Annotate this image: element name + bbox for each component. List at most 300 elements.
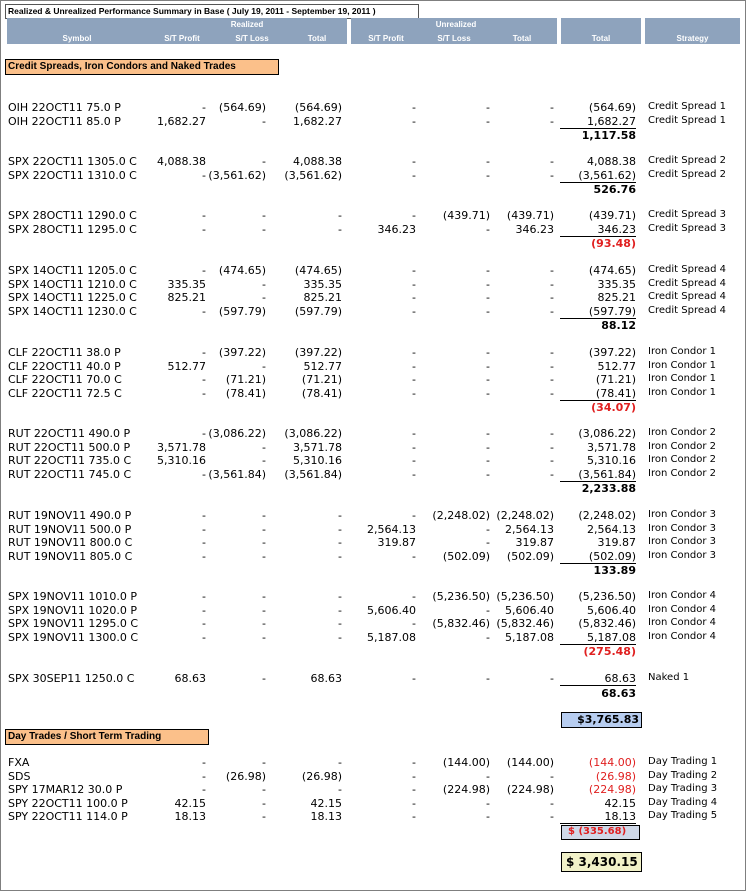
cell-rl: (3,561.62) <box>208 168 266 182</box>
cell-up: - <box>412 427 416 440</box>
cell-rl: - <box>262 209 266 222</box>
grand-total-header <box>561 18 641 44</box>
cell-rt: 512.77 <box>303 359 342 373</box>
cell-ut: - <box>550 386 554 400</box>
cell-rl: - <box>262 756 266 769</box>
group-subtotal: (275.48) <box>583 645 636 659</box>
cell-ut: 346.23 <box>515 222 554 236</box>
cell-rp: - <box>202 590 206 603</box>
cell-ul: - <box>486 222 490 236</box>
cell-rl: - <box>262 454 266 468</box>
group-subtotal: 2,233.88 <box>581 482 636 496</box>
cell-total: 5,606.40 <box>587 603 636 617</box>
cell-rp: - <box>202 264 206 277</box>
cell-ul: - <box>486 440 490 454</box>
cell-ul: - <box>486 796 490 810</box>
cell-ut: - <box>550 264 554 277</box>
cell-up: 346.23 <box>377 222 416 236</box>
cell-rp: - <box>202 536 206 550</box>
cell-rl: - <box>262 549 266 563</box>
cell-symbol: SPX 28OCT11 1295.0 C <box>8 222 137 236</box>
cell-rt: - <box>338 222 342 236</box>
cell-total: 68.63 <box>560 672 636 686</box>
cell-rp: - <box>202 769 206 783</box>
cell-total: 319.87 <box>597 536 636 550</box>
cell-rp: 335.35 <box>167 277 206 291</box>
cell-up: - <box>412 769 416 783</box>
cell-rp: - <box>202 346 206 359</box>
cell-strategy: Iron Condor 3 <box>648 522 717 534</box>
cell-up: 5,187.08 <box>367 630 416 644</box>
cell-up: - <box>412 304 416 318</box>
cell-up: - <box>412 440 416 454</box>
cell-up: - <box>412 114 416 128</box>
cell-up: - <box>412 467 416 481</box>
section-header: Day Trades / Short Term Trading <box>5 729 209 745</box>
cell-strategy: Credit Spread 2 <box>648 168 727 180</box>
cell-rl: - <box>262 440 266 454</box>
cell-up: - <box>412 796 416 810</box>
cell-ul: - <box>486 155 490 168</box>
cell-symbol: CLF 22OCT11 70.0 C <box>8 373 122 387</box>
cell-symbol: SDS <box>8 769 31 783</box>
cell-rt: 68.63 <box>310 672 342 685</box>
cell-ul: - <box>486 386 490 400</box>
cell-rl: - <box>262 617 266 631</box>
cell-ul: (224.98) <box>442 783 490 797</box>
cell-rt: 335.35 <box>303 277 342 291</box>
cell-total: (78.41) <box>560 387 636 401</box>
cell-ul: (5,236.50) <box>432 590 490 603</box>
cell-total: (3,086.22) <box>578 427 636 440</box>
cell-rp: 3,571.78 <box>157 440 206 454</box>
cell-rl: - <box>262 810 266 824</box>
subtotal-box <box>561 825 640 840</box>
cell-symbol: FXA <box>8 756 30 769</box>
cell-total: (5,236.50) <box>578 590 636 603</box>
subtotal-value: $ (335.68) <box>568 826 627 837</box>
cell-up: - <box>412 264 416 277</box>
cell-up: - <box>412 454 416 468</box>
cell-up: 2,564.13 <box>367 522 416 536</box>
cell-ul: - <box>486 114 490 128</box>
cell-symbol: CLF 22OCT11 40.0 P <box>8 359 121 373</box>
cell-rl: - <box>262 522 266 536</box>
cell-symbol: RUT 22OCT11 735.0 C <box>8 454 132 468</box>
cell-ul: - <box>486 454 490 468</box>
cell-rt: 3,571.78 <box>293 440 342 454</box>
cell-rl: - <box>262 222 266 236</box>
cell-symbol: SPX 28OCT11 1290.0 C <box>8 209 137 222</box>
group-subtotal: 68.63 <box>601 686 636 700</box>
cell-ul: (144.00) <box>442 756 490 769</box>
cell-rp: - <box>202 522 206 536</box>
cell-ul: - <box>486 291 490 305</box>
cell-ul: - <box>486 277 490 291</box>
cell-total: (144.00) <box>588 756 636 769</box>
cell-rp: - <box>202 373 206 387</box>
cell-strategy: Iron Condor 3 <box>648 509 717 520</box>
group-subtotal: (93.48) <box>591 237 636 251</box>
cell-rp: - <box>202 756 206 769</box>
report-title: Realized & Unrealized Performance Summary in Base ( July 19, 2011 - September 19, 2011 ) <box>5 4 419 19</box>
cell-symbol: SPX 14OCT11 1230.0 C <box>8 304 137 318</box>
cell-up: - <box>412 373 416 387</box>
cell-ut: - <box>550 427 554 440</box>
cell-rt: (3,561.84) <box>284 467 342 481</box>
cell-ul: - <box>486 522 490 536</box>
cell-total: 4,088.38 <box>587 155 636 168</box>
cell-ut: - <box>550 277 554 291</box>
cell-up: - <box>412 346 416 359</box>
cell-ul: - <box>486 304 490 318</box>
cell-rt: (564.69) <box>294 101 342 114</box>
cell-total: 3,571.78 <box>587 440 636 454</box>
cell-rp: - <box>202 783 206 797</box>
cell-ul: - <box>486 359 490 373</box>
grand-total-box: $ 3,430.15 <box>561 852 642 872</box>
cell-strategy: Iron Condor 4 <box>648 630 717 642</box>
cell-total: 5,187.08 <box>560 631 636 645</box>
cell-symbol: RUT 19NOV11 805.0 C <box>8 549 133 563</box>
cell-symbol: RUT 19NOV11 490.0 P <box>8 509 132 522</box>
cell-ut: 319.87 <box>515 536 554 550</box>
cell-symbol: CLF 22OCT11 38.0 P <box>8 346 121 359</box>
cell-rt: 4,088.38 <box>293 155 342 168</box>
cell-ul: - <box>486 810 490 824</box>
cell-rt: - <box>338 209 342 222</box>
cell-total: (474.65) <box>588 264 636 277</box>
cell-rt: - <box>338 509 342 522</box>
cell-symbol: RUT 22OCT11 745.0 C <box>8 467 132 481</box>
cell-strategy: Iron Condor 3 <box>648 536 717 548</box>
group-subtotal: 526.76 <box>593 183 636 197</box>
cell-strategy: Day Trading 5 <box>648 810 718 822</box>
cell-rp: 825.21 <box>167 291 206 305</box>
cell-ut: (5,236.50) <box>496 590 554 603</box>
cell-up: - <box>412 783 416 797</box>
cell-strategy: Iron Condor 2 <box>648 467 717 479</box>
cell-rp: - <box>202 101 206 114</box>
cell-up: - <box>412 155 416 168</box>
cell-symbol: SPX 22OCT11 1305.0 C <box>8 155 137 168</box>
cell-total: (397.22) <box>588 346 636 359</box>
cell-rt: - <box>338 783 342 797</box>
cell-total: (224.98) <box>588 783 636 797</box>
cell-rp: - <box>202 168 206 182</box>
cell-rp: 68.63 <box>174 672 206 685</box>
cell-rt: (397.22) <box>294 346 342 359</box>
cell-ut: (224.98) <box>506 783 554 797</box>
cell-strategy: Iron Condor 2 <box>648 454 717 466</box>
cell-symbol: SPX 19NOV11 1010.0 P <box>8 590 137 603</box>
cell-up: - <box>412 672 416 685</box>
cell-symbol: RUT 22OCT11 490.0 P <box>8 427 131 440</box>
cell-rp: 4,088.38 <box>157 155 206 168</box>
cell-symbol: CLF 22OCT11 72.5 C <box>8 386 122 400</box>
cell-total: (3,561.84) <box>560 468 636 482</box>
cell-ul: - <box>486 536 490 550</box>
cell-ut: 2,564.13 <box>505 522 554 536</box>
cell-strategy: Credit Spread 3 <box>648 222 727 234</box>
cell-rt: - <box>338 549 342 563</box>
section-total-box: $3,765.83 <box>561 712 642 728</box>
section-header: Credit Spreads, Iron Condors and Naked Trades <box>5 59 279 75</box>
cell-rt: 42.15 <box>310 796 342 810</box>
cell-rp: 18.13 <box>174 810 206 824</box>
cell-symbol: RUT 19NOV11 800.0 C <box>8 536 133 550</box>
cell-ul: - <box>486 427 490 440</box>
cell-rp: - <box>202 304 206 318</box>
cell-rl: (397.22) <box>218 346 266 359</box>
cell-rt: - <box>338 756 342 769</box>
cell-rp: - <box>202 617 206 631</box>
group-subtotal: 1,117.58 <box>581 129 636 143</box>
cell-total: (597.79) <box>560 305 636 319</box>
cell-rt: (71.21) <box>301 373 342 387</box>
cell-rt: (26.98) <box>301 769 342 783</box>
cell-strategy: Day Trading 4 <box>648 796 718 808</box>
cell-strategy: Iron Condor 4 <box>648 603 717 615</box>
cell-total: (3,561.62) <box>560 169 636 183</box>
cell-rl: - <box>262 155 266 168</box>
cell-ul: - <box>486 264 490 277</box>
cell-symbol: SPY 22OCT11 114.0 P <box>8 810 128 824</box>
cell-rt: - <box>338 590 342 603</box>
cell-rt: - <box>338 603 342 617</box>
cell-symbol: SPX 30SEP11 1250.0 C <box>8 672 135 685</box>
cell-rl: - <box>262 277 266 291</box>
cell-symbol: SPX 14OCT11 1210.0 C <box>8 277 137 291</box>
cell-ut: - <box>550 467 554 481</box>
cell-up: - <box>412 810 416 824</box>
cell-rp: - <box>202 603 206 617</box>
cell-strategy: Day Trading 1 <box>648 756 718 767</box>
cell-up: - <box>412 359 416 373</box>
cell-rl: - <box>262 536 266 550</box>
cell-strategy: Iron Condor 1 <box>648 346 717 357</box>
cell-up: - <box>412 277 416 291</box>
cell-strategy: Credit Spread 1 <box>648 101 727 112</box>
cell-total: 2,564.13 <box>587 522 636 536</box>
cell-strategy: Iron Condor 2 <box>648 427 717 438</box>
cell-ut: (2,248.02) <box>496 509 554 522</box>
cell-rl: - <box>262 630 266 644</box>
cell-rl: - <box>262 796 266 810</box>
cell-strategy: Iron Condor 1 <box>648 373 717 385</box>
cell-ut: - <box>550 810 554 824</box>
cell-up: - <box>412 168 416 182</box>
cell-ut: (502.09) <box>506 549 554 563</box>
cell-ul: (5,832.46) <box>432 617 490 631</box>
cell-ut: (439.71) <box>506 209 554 222</box>
cell-rp: - <box>202 467 206 481</box>
cell-ul: - <box>486 603 490 617</box>
cell-symbol: SPY 22OCT11 100.0 P <box>8 796 128 810</box>
cell-strategy: Credit Spread 4 <box>648 291 727 303</box>
cell-total: (2,248.02) <box>578 509 636 522</box>
cell-total: 1,682.27 <box>560 115 636 129</box>
cell-rl: - <box>262 603 266 617</box>
realized-profit-header: S/T Profit <box>164 34 200 43</box>
cell-symbol: SPX 19NOV11 1300.0 C <box>8 630 139 644</box>
cell-total: (502.09) <box>560 550 636 564</box>
cell-up: - <box>412 549 416 563</box>
cell-total: (71.21) <box>595 373 636 387</box>
cell-rl: (597.79) <box>218 304 266 318</box>
cell-symbol: RUT 22OCT11 500.0 P <box>8 440 131 454</box>
cell-total: (5,832.46) <box>578 617 636 631</box>
cell-rp: 512.77 <box>167 359 206 373</box>
cell-rl: - <box>262 509 266 522</box>
cell-strategy: Credit Spread 4 <box>648 264 727 275</box>
cell-rp: - <box>202 222 206 236</box>
cell-rl: - <box>262 291 266 305</box>
cell-ul: (2,248.02) <box>432 509 490 522</box>
cell-rl: (3,086.22) <box>208 427 266 440</box>
cell-rt: - <box>338 522 342 536</box>
symbol-header: Symbol <box>62 34 92 43</box>
cell-ut: - <box>550 101 554 114</box>
cell-rl: (78.41) <box>225 386 266 400</box>
cell-symbol: SPX 22OCT11 1310.0 C <box>8 168 137 182</box>
cell-total: (564.69) <box>588 101 636 114</box>
cell-rp: 42.15 <box>174 796 206 810</box>
cell-up: 5,606.40 <box>367 603 416 617</box>
cell-rp: - <box>202 427 206 440</box>
cell-strategy: Iron Condor 3 <box>648 549 717 561</box>
cell-up: - <box>412 509 416 522</box>
cell-symbol: SPX 14OCT11 1205.0 C <box>8 264 137 277</box>
cell-rl: - <box>262 672 266 685</box>
cell-rl: - <box>262 359 266 373</box>
cell-symbol: SPX 19NOV11 1295.0 C <box>8 617 139 631</box>
cell-strategy: Iron Condor 1 <box>648 386 717 398</box>
cell-strategy: Credit Spread 2 <box>648 155 727 166</box>
realized-total-header: Total <box>307 34 327 43</box>
cell-ut: - <box>550 168 554 182</box>
cell-ul: - <box>486 101 490 114</box>
cell-ut: - <box>550 346 554 359</box>
cell-strategy: Day Trading 2 <box>648 769 718 781</box>
cell-total: 335.35 <box>597 277 636 291</box>
cell-rt: - <box>338 617 342 631</box>
cell-symbol: RUT 19NOV11 500.0 P <box>8 522 132 536</box>
cell-strategy: Naked 1 <box>648 672 690 683</box>
cell-ut: - <box>550 304 554 318</box>
cell-ut: - <box>550 454 554 468</box>
cell-rl: - <box>262 783 266 797</box>
group-subtotal: 133.89 <box>593 564 636 578</box>
cell-rp: - <box>202 549 206 563</box>
cell-rl: - <box>262 114 266 128</box>
cell-up: - <box>412 101 416 114</box>
cell-rt: 825.21 <box>303 291 342 305</box>
cell-rt: 1,682.27 <box>293 114 342 128</box>
cell-ut: 5,187.08 <box>505 630 554 644</box>
cell-ul: - <box>486 630 490 644</box>
cell-symbol: SPY 17MAR12 30.0 P <box>8 783 123 797</box>
cell-strategy: Iron Condor 2 <box>648 440 717 452</box>
unrealized-label: Unrealized <box>435 20 477 29</box>
strategy-label: Strategy <box>676 34 709 43</box>
cell-rt: - <box>338 630 342 644</box>
cell-ul: (439.71) <box>442 209 490 222</box>
cell-up: - <box>412 386 416 400</box>
cell-up: - <box>412 209 416 222</box>
cell-ut: - <box>550 114 554 128</box>
cell-ul: - <box>486 769 490 783</box>
cell-ut: - <box>550 769 554 783</box>
cell-rp: 1,682.27 <box>157 114 206 128</box>
cell-rp: - <box>202 509 206 522</box>
unrealized-total-header: Total <box>512 34 532 43</box>
cell-rt: (78.41) <box>301 386 342 400</box>
realized-label: Realized <box>230 20 264 29</box>
cell-total: 825.21 <box>597 291 636 305</box>
group-subtotal: (34.07) <box>591 401 636 415</box>
cell-rt: (3,086.22) <box>284 427 342 440</box>
cell-ut: - <box>550 672 554 685</box>
cell-strategy: Credit Spread 1 <box>648 114 727 126</box>
cell-rp: - <box>202 630 206 644</box>
cell-rl: - <box>262 590 266 603</box>
cell-up: 319.87 <box>377 536 416 550</box>
realized-loss-header: S/T Loss <box>235 34 269 43</box>
cell-rt: (597.79) <box>294 304 342 318</box>
cell-total: (26.98) <box>595 769 636 783</box>
cell-strategy: Iron Condor 4 <box>648 590 717 601</box>
cell-rt: 5,310.16 <box>293 454 342 468</box>
cell-ut: (144.00) <box>506 756 554 769</box>
cell-ul: - <box>486 346 490 359</box>
cell-ul: - <box>486 168 490 182</box>
cell-total: 5,310.16 <box>587 454 636 468</box>
group-subtotal: 88.12 <box>601 319 636 333</box>
grand-total-label: Total <box>591 34 611 43</box>
cell-ut: - <box>550 796 554 810</box>
cell-symbol: OIH 22OCT11 85.0 P <box>8 114 121 128</box>
cell-total: 18.13 <box>560 810 636 824</box>
cell-total: 346.23 <box>560 223 636 237</box>
realized-header <box>7 18 347 44</box>
cell-up: - <box>412 291 416 305</box>
cell-up: - <box>412 617 416 631</box>
cell-ut: 5,606.40 <box>505 603 554 617</box>
cell-ul: - <box>486 467 490 481</box>
cell-rt: (3,561.62) <box>284 168 342 182</box>
cell-rp: 5,310.16 <box>157 454 206 468</box>
cell-rt: - <box>338 536 342 550</box>
cell-ul: - <box>486 373 490 387</box>
cell-ut: - <box>550 440 554 454</box>
unrealized-loss-header: S/T Loss <box>437 34 471 43</box>
cell-symbol: OIH 22OCT11 75.0 P <box>8 101 121 114</box>
cell-rl: (71.21) <box>225 373 266 387</box>
cell-up: - <box>412 756 416 769</box>
unrealized-profit-header: S/T Profit <box>368 34 404 43</box>
cell-symbol: SPX 19NOV11 1020.0 P <box>8 603 137 617</box>
cell-ul: (502.09) <box>442 549 490 563</box>
cell-strategy: Iron Condor 4 <box>648 617 717 629</box>
cell-total: 42.15 <box>604 796 636 810</box>
cell-ut: - <box>550 291 554 305</box>
cell-up: - <box>412 590 416 603</box>
cell-rl: (474.65) <box>218 264 266 277</box>
cell-rl: (26.98) <box>225 769 266 783</box>
strategy-header <box>645 18 740 44</box>
cell-symbol: SPX 14OCT11 1225.0 C <box>8 291 137 305</box>
